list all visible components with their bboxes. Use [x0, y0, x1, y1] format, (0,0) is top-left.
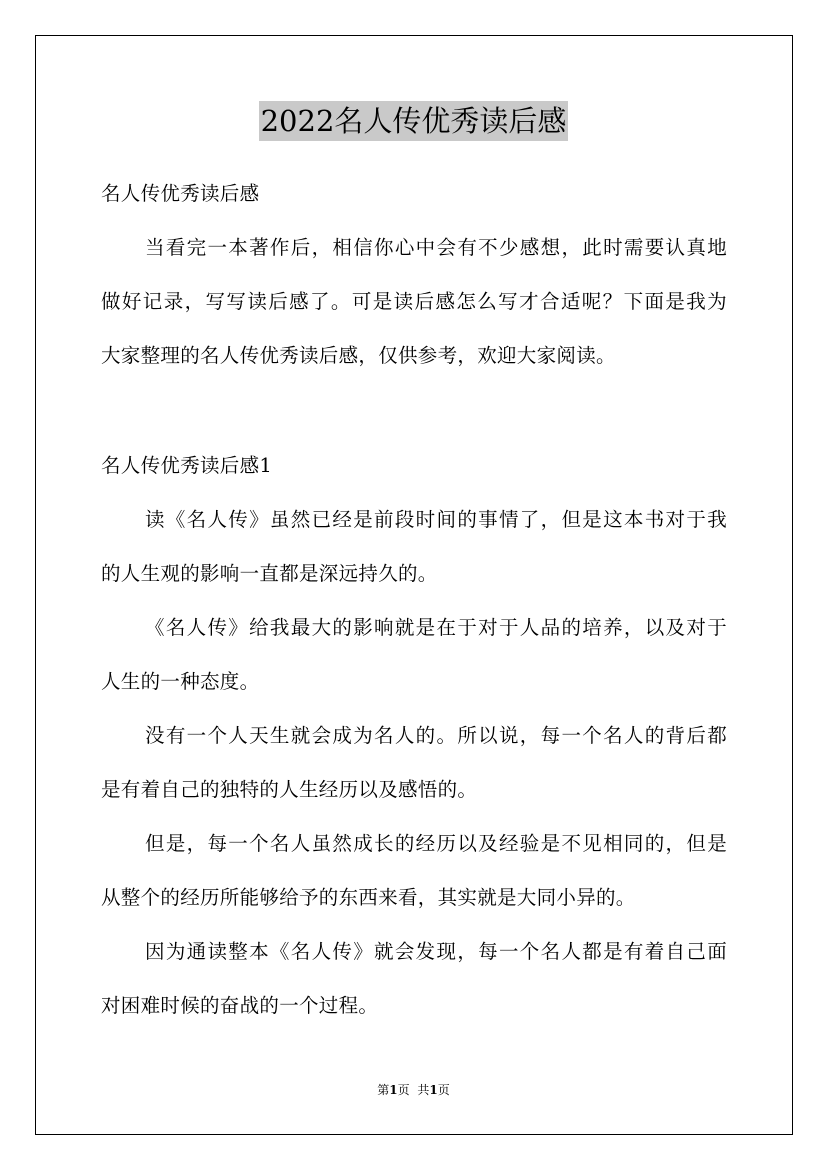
page-total: 1: [429, 1083, 438, 1097]
paragraph-line: 是有着自己的独特的人生经历以及感悟的。: [101, 778, 478, 801]
paragraph-line: 从整个的经历所能够给予的东西来看，其实就是大同小异的。: [101, 886, 636, 909]
intro-line: 当看完一本著作后，相信你心中会有不少感想，此时需要认真地: [145, 236, 727, 259]
paragraph-line: 的人生观的影响一直都是深远持久的。: [101, 562, 438, 585]
page-prefix: 第: [377, 1083, 390, 1097]
title-container: [0, 101, 827, 141]
subtitle: 名人传优秀读后感: [101, 182, 260, 205]
total-prefix: 共: [417, 1083, 430, 1097]
paragraph-line: 人生的一种态度。: [101, 670, 260, 693]
page-footer: [0, 1082, 827, 1098]
paragraph-line: 对困难时候的奋战的一个过程。: [101, 994, 379, 1017]
document-title: 2022名人传优秀读后感: [259, 101, 569, 141]
paragraph-line: 没有一个人天生就会成为名人的。所以说，每一个名人的背后都: [145, 724, 727, 747]
total-suffix: 页: [437, 1083, 450, 1097]
page-current: 1: [389, 1083, 398, 1097]
paragraph-line: 读《名人传》虽然已经是前段时间的事情了，但是这本书对于我: [145, 508, 727, 531]
section-heading: 名人传优秀读后感1: [101, 454, 273, 477]
page-suffix: 页: [397, 1083, 410, 1097]
paragraph-line: 《名人传》给我最大的影响就是在于对于人品的培养，以及对于: [145, 616, 727, 639]
paragraph-line: 但是，每一个名人虽然成长的经历以及经验是不见相同的，但是: [145, 832, 727, 855]
intro-line: 大家整理的名人传优秀读后感，仅供参考，欢迎大家阅读。: [101, 344, 616, 367]
intro-line: 做好记录，写写读后感了。可是读后感怎么写才合适呢？下面是我为: [101, 290, 727, 313]
paragraph-line: 因为通读整本《名人传》就会发现，每一个名人都是有着自己面: [145, 940, 727, 963]
